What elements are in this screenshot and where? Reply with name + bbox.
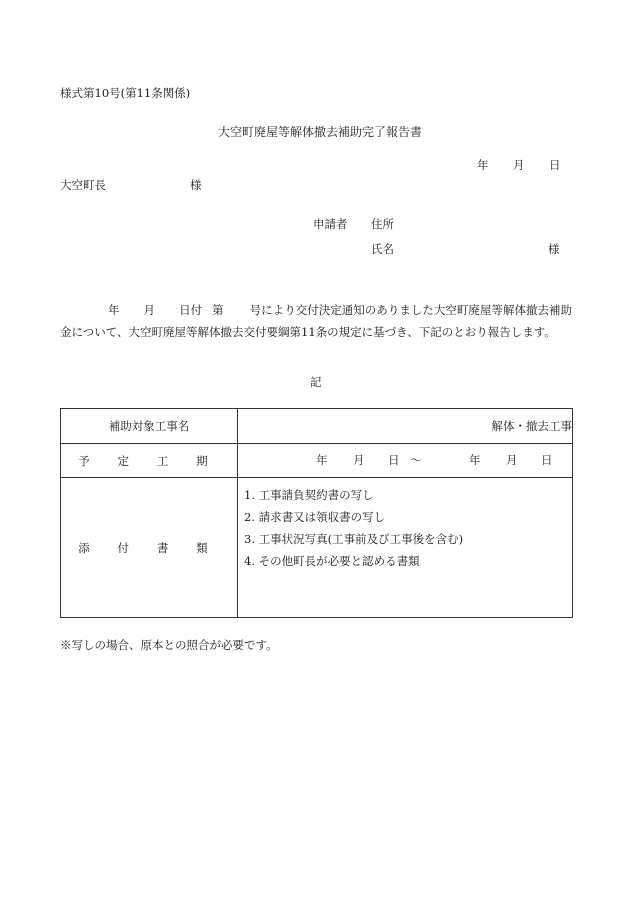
table-row: [61, 409, 573, 444]
ref-year-label: 年: [108, 303, 120, 317]
footnote: ※写しの場合、原本との照合が必要です。: [60, 638, 278, 652]
name-label: 氏名: [371, 242, 394, 256]
record-heading: 記: [310, 375, 322, 389]
start-month-label: 月: [353, 453, 365, 467]
ref-day-label: 日付: [179, 303, 203, 317]
end-year-label: 年: [469, 453, 481, 467]
form-number: 様式第10号(第11条関係): [60, 86, 191, 100]
ref-number-prefix: 第: [212, 303, 224, 317]
table-row: [61, 478, 573, 618]
date-day-label: 日: [549, 158, 561, 172]
attachments-cell: [238, 478, 573, 618]
addressee-name: 大空町長: [60, 178, 106, 192]
report-main-text: 号により交付決定通知のありました大空町廃屋等解体撤去補助金について、大空町廃屋等解体撤去交付要綱第11条の規定に基づき、下記のとおり報告します。: [60, 303, 573, 339]
applicant-label: 申請者: [313, 217, 348, 231]
date-year-label: 年: [477, 158, 489, 172]
list-item: 3. 工事状況写真(工事前及び工事後を含む): [244, 532, 464, 546]
attachments-list: [238, 478, 572, 572]
address-label: 住所: [371, 217, 394, 231]
list-item: 4. その他町長が必要と認める書類: [244, 554, 420, 568]
attachments-label: 添 付 書 類: [61, 478, 238, 618]
start-day-label: 日: [388, 453, 400, 467]
report-body-paragraph: [60, 299, 572, 343]
scheduled-period-label: 予 定 工 期: [61, 444, 238, 478]
table-row: [61, 444, 573, 478]
scheduled-period-cell: [238, 444, 573, 478]
name-honorific: 様: [548, 242, 560, 256]
end-day-label: 日: [541, 453, 553, 467]
form-title: 大空町廃屋等解体撤去補助完了報告書: [218, 125, 423, 139]
date-month-label: 月: [513, 158, 525, 172]
addressee-honorific: 様: [190, 178, 202, 192]
end-month-label: 月: [506, 453, 518, 467]
report-details-table: [60, 408, 573, 618]
list-item: 1. 工事請負契約書の写し: [244, 488, 374, 502]
list-item: 2. 請求書又は領収書の写し: [244, 510, 386, 524]
start-year-label: 年: [316, 453, 328, 467]
ref-month-label: 月: [143, 303, 156, 317]
period-tilde: ～: [410, 453, 422, 467]
project-name-value: 解体・撤去工事: [238, 409, 573, 444]
project-name-label: 補助対象工事名: [61, 409, 238, 444]
